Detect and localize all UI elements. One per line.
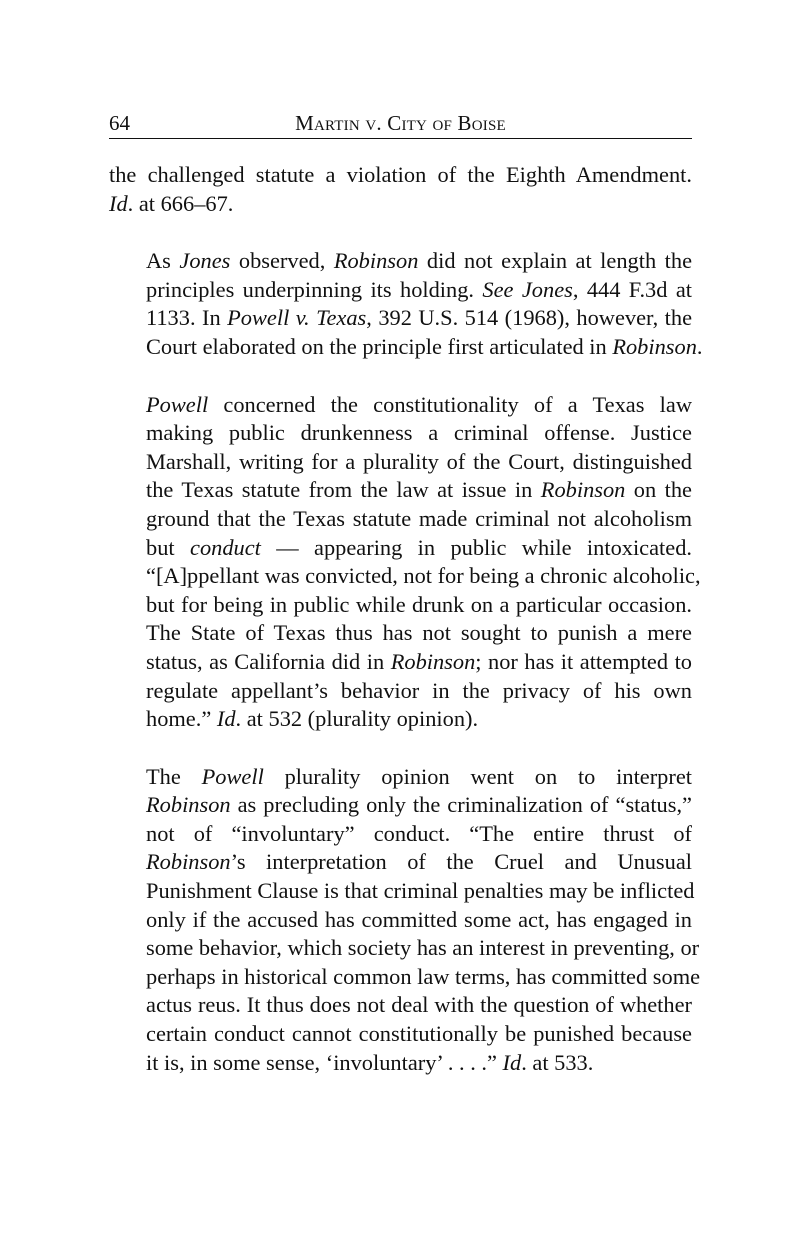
italic-run: Jones — [179, 248, 231, 274]
italic-run: Powell — [146, 391, 209, 417]
text-run: some behavior, which society has an interest in preventing, or — [146, 935, 700, 961]
italic-run: Powell — [201, 763, 264, 789]
text-line — [109, 562, 701, 591]
text-run: Punishment Clause is that criminal penalties may be inflicted — [146, 878, 695, 904]
text-line — [109, 419, 692, 448]
text-run: principles underpinning its holding. — [146, 276, 483, 302]
document-page — [109, 108, 703, 1106]
text-run: the challenged statute a violation of the Eighth Amendment. — [109, 162, 692, 187]
text-line — [109, 848, 692, 877]
text-line — [109, 476, 692, 505]
italic-run: See Jones — [482, 276, 573, 302]
text-run: did not explain at length the — [418, 248, 693, 274]
text-run: , 444 F.3d at — [572, 276, 692, 302]
text-line — [109, 304, 692, 333]
text-run: . — [696, 333, 703, 359]
text-run: regulate appellant’s behavior in the privacy of his own — [146, 677, 692, 703]
text-run: actus reus. It thus does not deal with the question of whether — [146, 992, 692, 1018]
italic-run: Powell v. Texas — [227, 305, 367, 331]
running-title: Martin v. City of Boise — [295, 111, 506, 135]
text-line — [109, 1049, 692, 1078]
text-line — [109, 677, 692, 706]
text-run: Marshall, writing for a plurality of the Court, distinguished — [146, 448, 692, 474]
text-run: the Texas statute from the law at issue in — [146, 477, 541, 503]
text-run: only if the accused has committed some act, has engaged in — [146, 906, 692, 932]
italic-run: Robinson — [612, 333, 697, 359]
text-line — [109, 333, 703, 362]
italic-run: Robinson — [390, 648, 476, 674]
text-run: . at 533. — [521, 1049, 594, 1075]
text-line — [109, 648, 692, 677]
paragraph-4 — [109, 763, 701, 1078]
text-run: , 392 U.S. 514 (1968), however, the — [366, 305, 693, 331]
text-run: 1133. In — [146, 305, 228, 331]
text-run: . at 532 (plurality opinion). — [235, 706, 479, 732]
text-line — [109, 190, 692, 219]
text-run: status, as California did in — [146, 648, 391, 674]
text-line — [109, 791, 692, 820]
text-line — [109, 448, 692, 477]
text-run: observed, — [230, 248, 334, 274]
text-line — [109, 505, 692, 534]
text-line — [109, 877, 695, 906]
text-line — [109, 1020, 692, 1049]
text-run: home.” — [146, 706, 217, 732]
italic-run: Id — [502, 1049, 522, 1075]
text-run: certain conduct cannot constitutionally be punished because — [146, 1021, 692, 1047]
text-line — [109, 391, 692, 420]
text-run: not of “involuntary” conduct. “The entire thrust of — [146, 820, 692, 846]
page-number: 64 — [109, 111, 130, 135]
text-run: ; nor has it attempted to — [475, 648, 692, 674]
body-text — [109, 161, 703, 1077]
text-line — [109, 276, 692, 305]
text-run: . at 666–67. — [127, 190, 234, 216]
italic-run: Id — [216, 706, 236, 732]
text-line — [109, 763, 692, 792]
italic-run: Id — [109, 190, 128, 216]
page-header — [109, 108, 692, 139]
text-run: on the — [625, 477, 692, 503]
text-line — [109, 161, 692, 190]
text-line — [109, 247, 692, 276]
text-run: ’s interpretation of the Cruel and Unusual — [230, 849, 692, 875]
text-run: but — [146, 534, 190, 560]
text-run: plurality opinion went on to interpret — [263, 763, 692, 789]
text-run: as precluding only the criminalization of “status,” — [230, 792, 692, 818]
text-run: but for being in public while drunk on a particular occasion. — [146, 591, 692, 617]
italic-run: Robinson — [333, 248, 419, 274]
text-run: “[A]ppellant was convicted, not for being a chronic alcoholic, — [146, 563, 701, 589]
text-line — [109, 906, 692, 935]
italic-run: conduct — [190, 534, 261, 560]
text-line — [109, 820, 692, 849]
text-line — [109, 991, 692, 1020]
text-run: making public drunkenness a criminal offense. Justice — [146, 420, 692, 446]
paragraph-1 — [109, 161, 692, 218]
text-line — [109, 705, 692, 734]
italic-run: Robinson — [146, 849, 231, 875]
italic-run: Robinson — [540, 477, 626, 503]
text-run: — appearing in public while intoxicated. — [260, 534, 693, 560]
text-run: concerned the constitutionality of a Texas law — [208, 391, 692, 417]
text-line — [109, 534, 692, 563]
text-line — [109, 591, 692, 620]
text-run: perhaps in historical common law terms, has committed some — [146, 963, 701, 989]
paragraph-2 — [109, 247, 703, 361]
text-run: As — [146, 248, 180, 274]
paragraph-3 — [109, 391, 701, 734]
text-line — [109, 619, 692, 648]
text-run: The — [146, 763, 202, 789]
text-run: Court elaborated on the principle first articulated in — [146, 333, 613, 359]
text-line — [109, 934, 700, 963]
italic-run: Robinson — [146, 792, 231, 818]
text-run: ground that the Texas statute made criminal not alcoholism — [146, 505, 692, 531]
text-run: The State of Texas thus has not sought to punish a mere — [146, 620, 692, 646]
text-run: it is, in some sense, ‘involuntary’ . . . .” — [146, 1049, 503, 1075]
text-line — [109, 963, 701, 992]
